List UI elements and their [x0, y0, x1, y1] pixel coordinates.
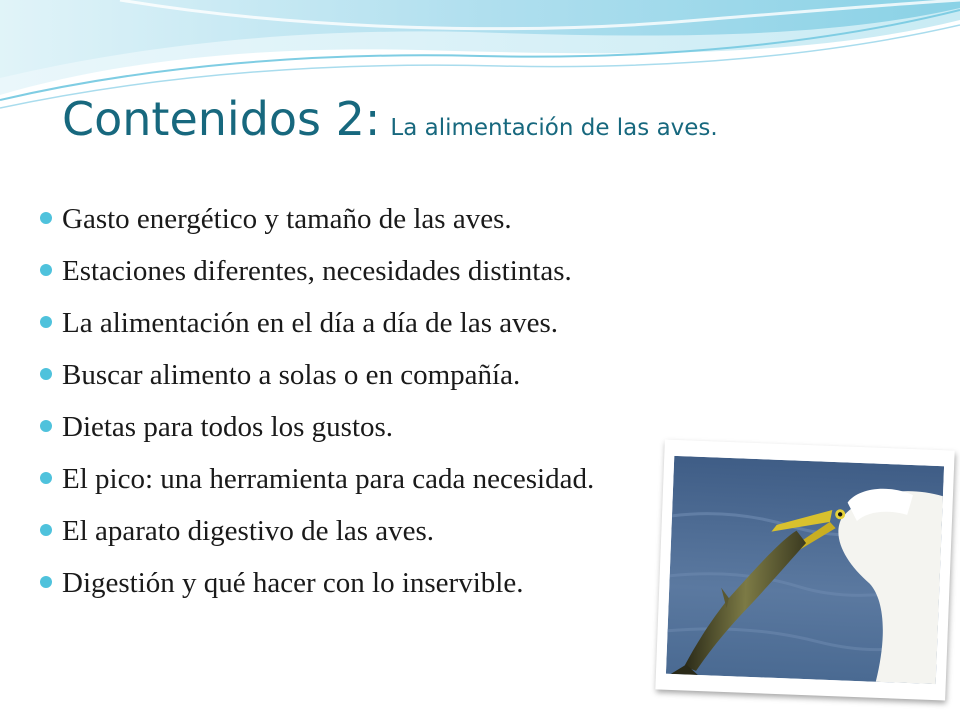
- content-bullet-list: [40, 203, 740, 619]
- bullet-dot-icon: [40, 472, 52, 484]
- heron-eating-fish-image: [666, 456, 944, 684]
- slide-title-main: Contenidos 2:: [62, 92, 381, 146]
- bullet-item: [40, 411, 740, 444]
- bullet-item: [40, 567, 740, 600]
- bullet-item: [40, 203, 740, 236]
- bullet-dot-icon: [40, 212, 52, 224]
- slide-title-subtitle: La alimentación de las aves.: [390, 115, 718, 141]
- bullet-item: [40, 307, 740, 340]
- bullet-text: El aparato digestivo de las aves.: [62, 515, 435, 547]
- bullet-item: [40, 255, 622, 288]
- bullet-text: Estaciones diferentes, necesidades distintas.: [62, 255, 572, 287]
- bullet-dot-icon: [40, 368, 52, 380]
- bullet-text: Dietas para todos los gustos.: [62, 411, 394, 443]
- bullet-dot-icon: [40, 576, 52, 588]
- bullet-item: [40, 463, 642, 496]
- bullet-dot-icon: [40, 316, 52, 328]
- bullet-text: La alimentación en el día a día de las aves.: [62, 307, 559, 339]
- bullet-text: El pico: una herramienta para cada necesidad.: [62, 463, 595, 495]
- bullet-text: Buscar alimento a solas o en compañía.: [62, 359, 521, 391]
- heron-photo-frame: [655, 440, 954, 701]
- bullet-dot-icon: [40, 420, 52, 432]
- bullet-dot-icon: [40, 264, 52, 276]
- bullet-text: Gasto energético y tamaño de las aves.: [62, 203, 512, 235]
- bullet-item: [40, 515, 740, 548]
- bullet-text: Digestión y qué hacer con lo inservible.: [62, 567, 524, 599]
- bullet-dot-icon: [40, 524, 52, 536]
- slide-title: [62, 92, 718, 146]
- bullet-item: [40, 359, 740, 392]
